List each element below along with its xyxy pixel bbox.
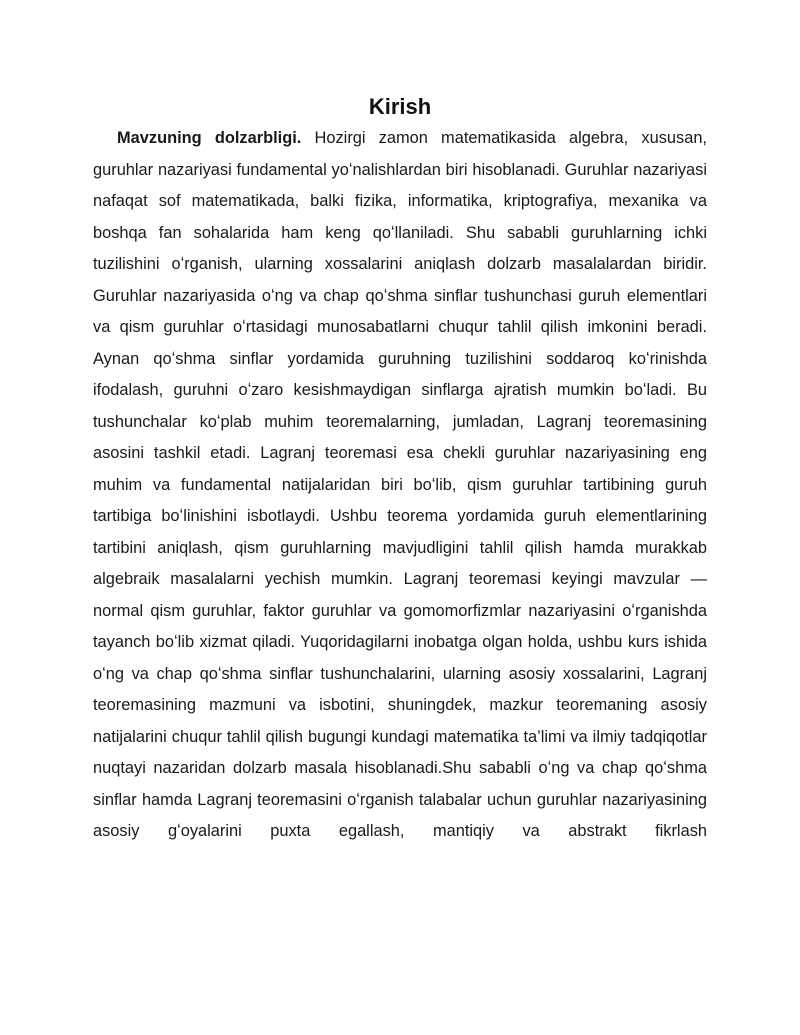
lead-heading: Mavzuning dolzarbligi. (117, 129, 302, 147)
document-page (93, 93, 707, 848)
paragraph-text: Hozirgi zamon matematikasida algebra, xususan, guruhlar nazariyasi fundamental yoʻnalishlardan biri hisoblanadi. Guruhlar nazariyasi nafaqat sof matematikada, balki fizika, informatika, kriptografiya, mexanika va boshqa fan sohalarida ham keng qoʻllaniladi. Shu sababli guruhlarning ichki tuzilishini oʻrganish, ularning xossalarini aniqlash dolzarb masalalardan biridir. Guruhlar nazariyasida oʻng va chap qoʻshma sinflar tushunchasi guruh elementlari va qism guruhlar oʻrtasidagi munosabatlarni chuqur tahlil qilish imkonini beradi. Aynan qoʻshma sinflar yordamida guruhning tuzilishini soddaroq koʻrinishda ifodalash, guruhni oʻzaro kesishmaydigan sinflarga ajratish mumkin boʻladi. Bu tushunchalar koʻplab muhim teoremalarning, jumladan, Lagranj teoremasining asosini tashkil etadi. Lagranj teoremasi esa chekli guruhlar nazariyasining eng muhim va fundamental natijalaridan biri boʻlib, qism guruhlar tartibining guruh tartibiga boʻlinishini isbotlaydi. Ushbu teorema yordamida guruh elementlarining tartibini aniqlash, qism guruhlarning mavjudligini tahlil qilish hamda murakkab algebraik masalalarni yechish mumkin. Lagranj teoremasi keyingi mavzular — normal qism guruhlar, faktor guruhlar va gomomorfizmlar nazariyasini oʻrganishda tayanch boʻlib xizmat qiladi. Yuqoridagilarni inobatga olgan holda, ushbu kurs ishida oʻng va chap qoʻshma sinflar tushunchalarini, ularning asosiy xossalarini, Lagranj teoremasining mazmuni va isbotini, shuningdek, mazkur teoremaning asosiy natijalarini chuqur tahlil qilish bugungi kundagi matematika ta’limi va ilmiy tadqiqotlar nuqtayi nazaridan dolzarb masala hisoblanadi.Shu sababli oʻng va chap qoʻshma sinflar hamda Lagranj teoremasini oʻrganish talabalar uchun guruhlar nazariyasining asosiy gʻoyalarini puxta egallash, mantiqiy va abstrakt fikrlash (93, 129, 707, 840)
body-paragraph (93, 123, 707, 848)
page-title: Kirish (368, 94, 432, 119)
